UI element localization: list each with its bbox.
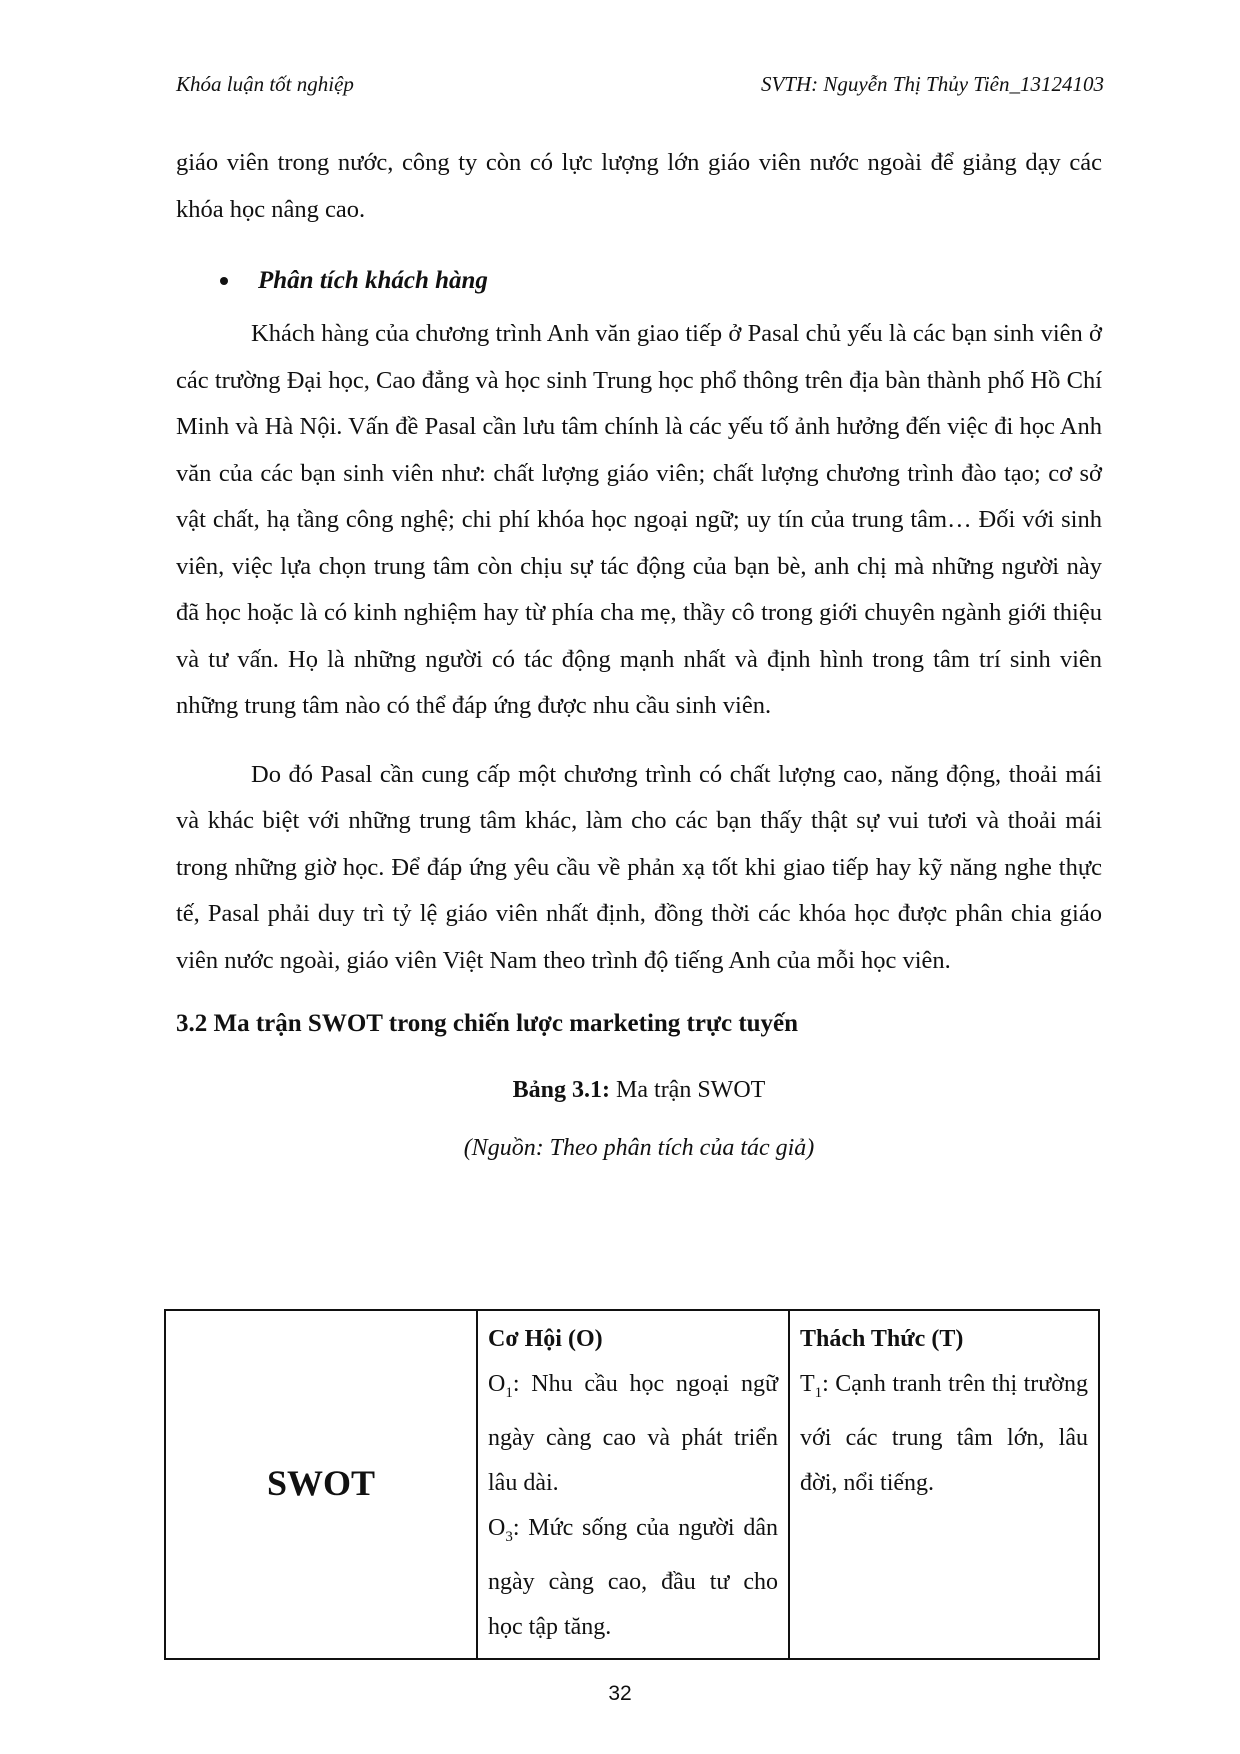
o3-subscript: 3 bbox=[505, 1528, 513, 1545]
opportunity-o1 bbox=[488, 1362, 778, 1506]
opportunities-title: Cơ Hội (O) bbox=[488, 1326, 603, 1352]
t1-subscript: 1 bbox=[814, 1384, 823, 1401]
swot-corner-cell: SWOT bbox=[165, 1310, 477, 1659]
bullet-heading bbox=[176, 261, 1102, 301]
table-caption bbox=[176, 1070, 1102, 1110]
page-header bbox=[176, 72, 1104, 97]
page-content bbox=[176, 140, 1102, 1168]
page-number: 32 bbox=[608, 1682, 632, 1705]
table-caption-title: Ma trận SWOT bbox=[610, 1077, 766, 1103]
bullet-dot-icon bbox=[220, 277, 228, 285]
bullet-heading-text: Phân tích khách hàng bbox=[258, 267, 488, 294]
table-caption-label: Bảng 3.1: bbox=[512, 1077, 611, 1103]
paragraph-customers: Khách hàng của chương trình Anh văn giao tiếp ở Pasal chủ yếu là các bạn sinh viên ở các trường Đại học, Cao đẳng và học sinh Trung học phổ thông trên địa bàn thành phố Hồ Chí Minh và Hà Nội. Vấn đề Pasal cần lưu tâm chính là các yếu tố ảnh hưởng đến việc đi học Anh văn của các bạn sinh viên như: chất lượng giáo viên; chất lượng chương trình đào tạo; cơ sở vật chất, hạ tầng công nghệ; chi phí khóa học ngoại ngữ; uy tín của trung tâm… Đối với sinh viên, việc lựa chọn trung tâm còn chịu sự tác động của bạn bè, anh chị mà những người này đã học hoặc là có kinh nghiệm hay từ phía cha mẹ, thầy cô trong giới chuyên ngành giới thiệu và tư vấn. Họ là những người có tác động mạnh nhất và định hình trong tâm trí sinh viên những trung tâm nào có thể đáp ứng được nhu cầu sinh viên. bbox=[176, 320, 1102, 719]
header-right: SVTH: Nguyễn Thị Thủy Tiên_13124103 bbox=[760, 72, 1104, 96]
section-heading: 3.2 Ma trận SWOT trong chiến lược marketing trực tuyến bbox=[176, 1010, 799, 1037]
o1-text: : Nhu cầu học ngoại ngữ ngày càng cao và phát triển lâu dài. bbox=[488, 1371, 778, 1496]
paragraph-continuation: giáo viên trong nước, công ty còn có lực lượng lớn giáo viên nước ngoài để giảng dạy các khóa học nâng cao. bbox=[176, 149, 1102, 223]
threats-cell bbox=[789, 1310, 1099, 1659]
opportunity-o3 bbox=[488, 1506, 778, 1650]
swot-table bbox=[164, 1309, 1100, 1660]
threat-t1 bbox=[800, 1362, 1088, 1506]
o1-prefix: O bbox=[488, 1371, 506, 1397]
o3-prefix: O bbox=[488, 1514, 506, 1541]
o1-subscript: 1 bbox=[505, 1384, 513, 1401]
o3-text: : Mức sống của người dân ngày càng cao, đầu tư cho học tập tăng. bbox=[488, 1514, 778, 1640]
opportunities-cell bbox=[477, 1310, 789, 1659]
t1-prefix: T bbox=[800, 1371, 815, 1397]
threats-title: Thách Thức (T) bbox=[800, 1326, 964, 1352]
t1-text: : Cạnh tranh trên thị trường với các trung tâm lớn, lâu đời, nổi tiếng. bbox=[800, 1371, 1088, 1496]
table-source: (Nguồn: Theo phân tích của tác giả) bbox=[463, 1135, 815, 1161]
paragraph-pasal-program: Do đó Pasal cần cung cấp một chương trình có chất lượng cao, năng động, thoải mái và khác biệt với những trung tâm khác, làm cho các bạn thấy thật sự vui tươi và thoải mái trong những giờ học. Để đáp ứng yêu cầu về phản xạ tốt khi giao tiếp hay kỹ năng nghe thực tế, Pasal phải duy trì tỷ lệ giáo viên nhất định, đồng thời các khóa học được phân chia giáo viên nước ngoài, giáo viên Việt Nam theo trình độ tiếng Anh của mỗi học viên. bbox=[176, 760, 1102, 974]
table-row bbox=[165, 1310, 1099, 1659]
header-left: Khóa luận tốt nghiệp bbox=[176, 72, 354, 96]
